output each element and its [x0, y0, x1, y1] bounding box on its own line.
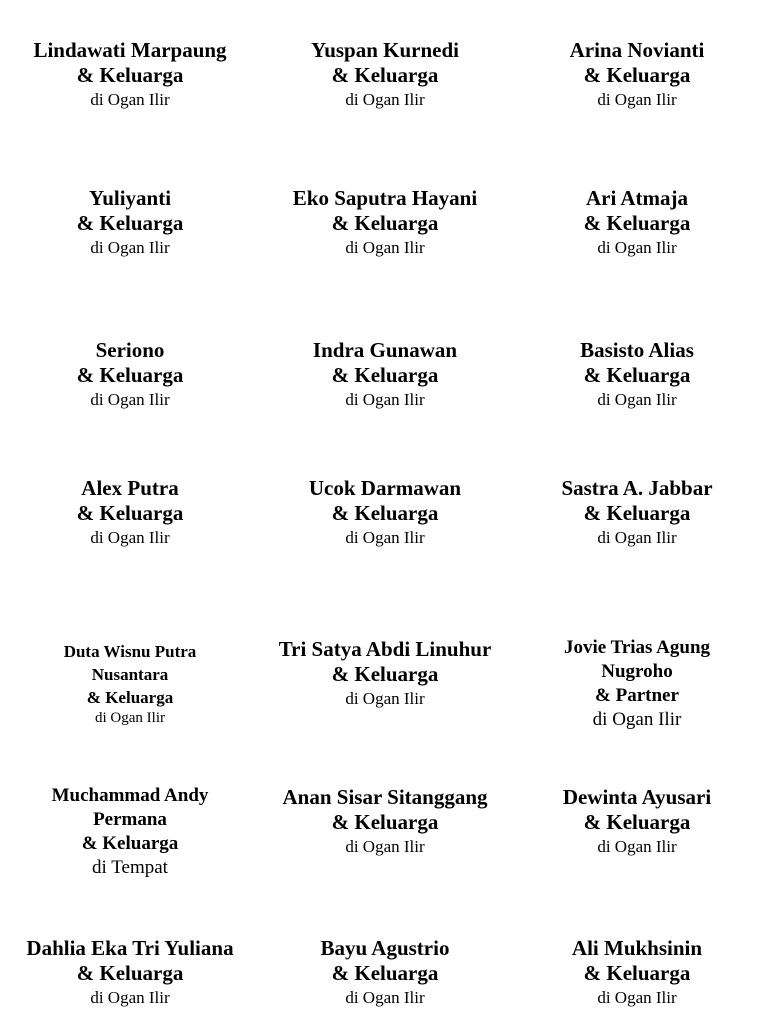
- address-label: [509, 186, 765, 259]
- guest-family: & Keluarga: [583, 961, 691, 985]
- guest-location: di Ogan Ilir: [597, 837, 677, 856]
- guest-location: di Ogan Ilir: [345, 528, 425, 547]
- guest-name: Tri Satya Abdi Linuhur: [278, 637, 492, 661]
- guest-name: Ari Atmaja: [585, 186, 689, 210]
- address-label: [257, 637, 513, 710]
- guest-location: di Ogan Ilir: [597, 988, 677, 1007]
- guest-name: Sastra A. Jabbar: [561, 476, 713, 500]
- guest-family: & Keluarga: [583, 63, 691, 87]
- guest-family: & Keluarga: [331, 961, 439, 985]
- address-label: [257, 338, 513, 411]
- guest-location: di Ogan Ilir: [345, 238, 425, 257]
- address-label: [2, 784, 258, 880]
- address-label: [257, 476, 513, 549]
- guest-name: Lindawati Marpaung: [33, 38, 227, 62]
- guest-name: Basisto Alias: [580, 338, 694, 362]
- guest-family: & Keluarga: [76, 63, 184, 87]
- guest-location: di Ogan Ilir: [597, 238, 677, 257]
- address-label: [257, 785, 513, 858]
- guest-location: di Ogan Ilir: [90, 238, 170, 257]
- address-label: [2, 476, 258, 549]
- address-label: [257, 936, 513, 1009]
- address-label: [257, 38, 513, 111]
- guest-location: di Ogan Ilir: [345, 988, 425, 1007]
- guest-family: & Keluarga: [86, 688, 174, 707]
- guest-location: di Ogan Ilir: [95, 710, 165, 726]
- address-label: [509, 476, 765, 549]
- guest-family: & Keluarga: [583, 211, 691, 235]
- address-label: [2, 936, 258, 1009]
- guest-name: Yuliyanti: [88, 186, 172, 210]
- guest-location: di Ogan Ilir: [90, 390, 170, 409]
- guest-family: & Keluarga: [331, 662, 439, 686]
- guest-family: & Keluarga: [583, 363, 691, 387]
- guest-family: & Keluarga: [76, 211, 184, 235]
- guest-name: Bayu Agustrio: [320, 936, 450, 960]
- guest-location: di Ogan Ilir: [90, 528, 170, 547]
- guest-family: & Keluarga: [76, 363, 184, 387]
- guest-name: Dewinta Ayusari: [562, 785, 712, 809]
- guest-name-line1: Jovie Trias Agung: [563, 637, 711, 658]
- guest-location: di Ogan Ilir: [90, 90, 170, 109]
- guest-family: & Keluarga: [81, 833, 179, 854]
- guest-name-line2: Nugroho: [601, 661, 673, 682]
- address-label: [509, 636, 765, 732]
- guest-family: & Keluarga: [76, 961, 184, 985]
- guest-family: & Keluarga: [331, 363, 439, 387]
- guest-family: & Keluarga: [583, 810, 691, 834]
- guest-family: & Keluarga: [331, 810, 439, 834]
- guest-name-line1: Duta Wisnu Putra: [63, 642, 197, 661]
- guest-family: & Keluarga: [76, 501, 184, 525]
- guest-name: Dahlia Eka Tri Yuliana: [26, 936, 234, 960]
- guest-location: di Tempat: [92, 857, 168, 878]
- address-label: [2, 338, 258, 411]
- address-label: [257, 186, 513, 259]
- guest-name: Seriono: [95, 338, 165, 362]
- guest-location: di Ogan Ilir: [592, 709, 682, 730]
- address-label: [509, 936, 765, 1009]
- guest-family: & Partner: [595, 685, 679, 706]
- guest-location: di Ogan Ilir: [345, 689, 425, 708]
- guest-name: Anan Sisar Sitanggang: [282, 785, 488, 809]
- guest-location: di Ogan Ilir: [345, 90, 425, 109]
- guest-name: Ucok Darmawan: [308, 476, 462, 500]
- guest-name-line1: Muchammad Andy: [51, 785, 209, 806]
- guest-family: & Keluarga: [583, 501, 691, 525]
- address-label: [509, 38, 765, 111]
- guest-name: Eko Saputra Hayani: [292, 186, 478, 210]
- guest-name-line2: Permana: [93, 809, 167, 830]
- guest-family: & Keluarga: [331, 501, 439, 525]
- guest-name: Indra Gunawan: [312, 338, 458, 362]
- guest-family: & Keluarga: [331, 63, 439, 87]
- guest-name: Yuspan Kurnedi: [310, 38, 460, 62]
- guest-location: di Ogan Ilir: [597, 90, 677, 109]
- guest-location: di Ogan Ilir: [597, 390, 677, 409]
- guest-location: di Ogan Ilir: [90, 988, 170, 1007]
- guest-location: di Ogan Ilir: [597, 528, 677, 547]
- guest-location: di Ogan Ilir: [345, 837, 425, 856]
- guest-name-line2: Nusantara: [91, 665, 169, 684]
- address-label: [509, 338, 765, 411]
- address-label: [2, 186, 258, 259]
- address-label: [2, 38, 258, 111]
- guest-name: Arina Novianti: [569, 38, 705, 62]
- address-label: [2, 640, 258, 728]
- guest-family: & Keluarga: [331, 211, 439, 235]
- address-label: [509, 785, 765, 858]
- guest-name: Alex Putra: [81, 476, 179, 500]
- guest-name: Ali Mukhsinin: [571, 936, 703, 960]
- guest-location: di Ogan Ilir: [345, 390, 425, 409]
